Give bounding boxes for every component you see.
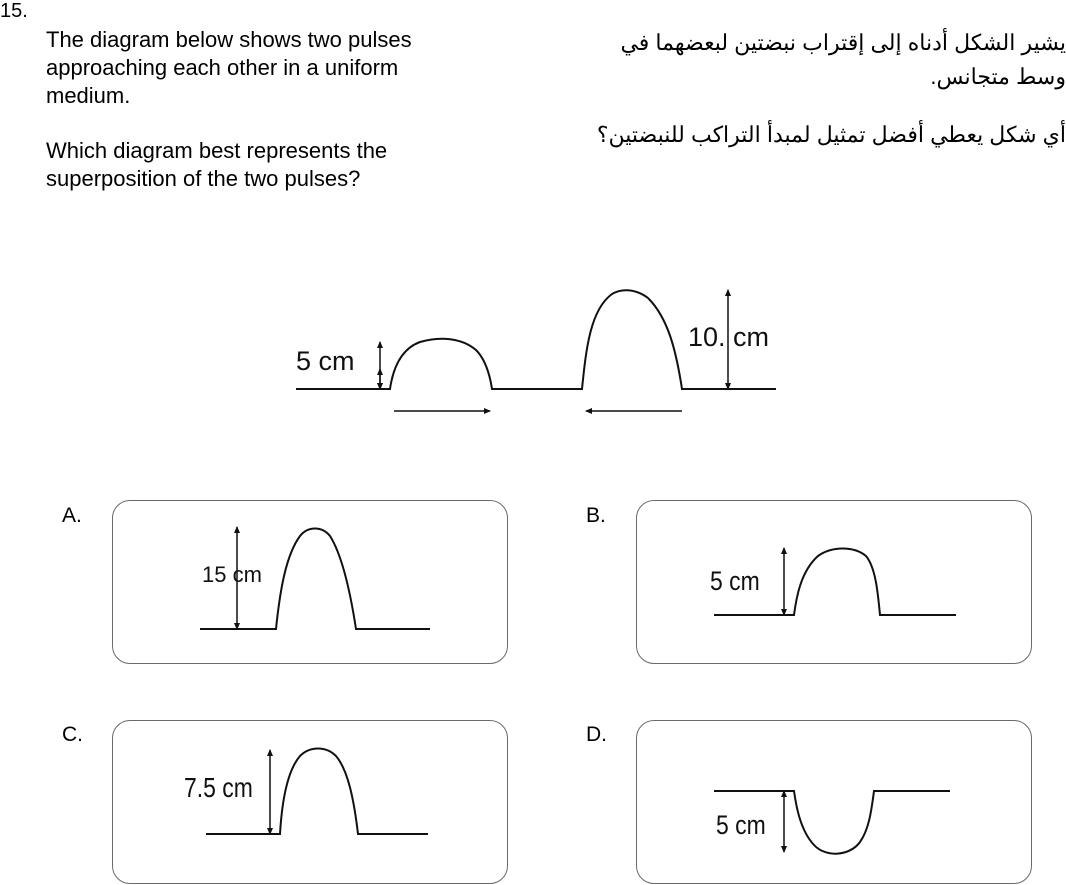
option-c-diagram[interactable] [184, 749, 428, 835]
question-prompt-arabic: أي شكل يعطي أفضل تمثيل لمبدأ التراكب للنبضتين؟ [596, 122, 1066, 147]
main-pulse-diagram [296, 290, 776, 411]
question-number: 15. [0, 0, 28, 22]
question-text-arabic: يشير الشكل أدناه إلى إقتراب نبضتين لبعضهما في وسط متجانس. [620, 30, 1066, 89]
option-b-letter[interactable]: B. [586, 504, 606, 527]
option-c-label: 7.5 cm [184, 772, 253, 804]
option-b-diagram[interactable] [710, 548, 956, 615]
question-text-english: The diagram below shows two pulses approaching each other in a uniform medium. [46, 27, 412, 108]
option-d-letter[interactable]: D. [586, 723, 607, 746]
option-d-label: 5 cm [716, 810, 766, 841]
option-b-label: 5 cm [710, 566, 760, 597]
right-pulse-label: 10. cm [688, 322, 770, 352]
option-d-diagram[interactable] [714, 791, 950, 854]
option-c-letter[interactable]: C. [62, 723, 83, 746]
option-a-letter[interactable]: A. [62, 504, 82, 527]
option-a-diagram[interactable] [200, 527, 430, 629]
left-pulse-label: 5 cm [296, 346, 355, 376]
option-a-label: 15 cm [202, 562, 262, 587]
question-prompt-english: Which diagram best represents the superposition of the two pulses? [46, 138, 388, 191]
